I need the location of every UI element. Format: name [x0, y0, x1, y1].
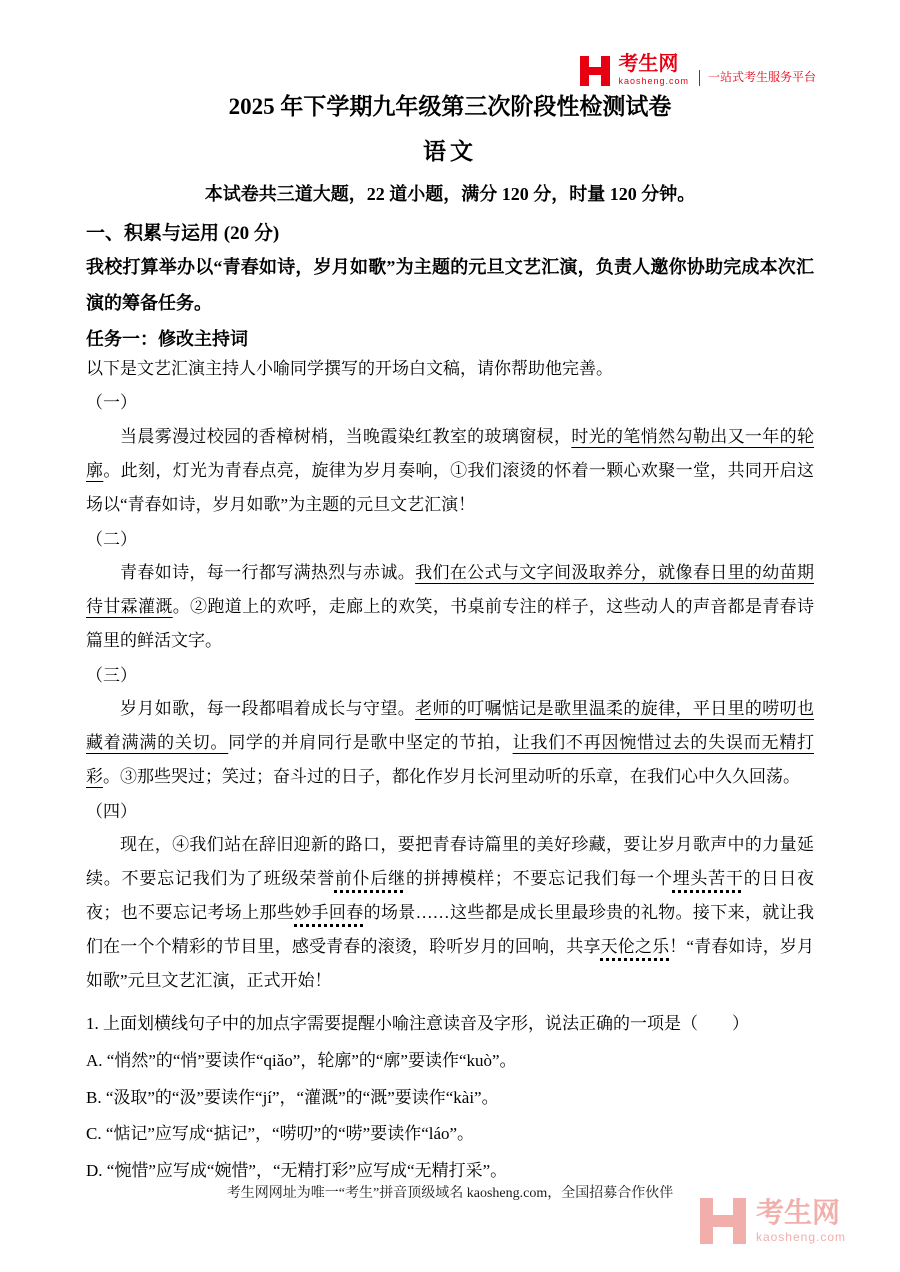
part-paragraph	[86, 556, 814, 658]
passage-part-4	[86, 796, 814, 998]
passage-part-1	[86, 387, 814, 521]
watermark-text	[756, 1199, 846, 1243]
kaosheng-logo-icon	[580, 56, 610, 86]
watermark-brand-name: 考生网	[755, 1197, 840, 1228]
text-segment: 让我们不再因惋惜过去的失误而无精打彩	[86, 733, 815, 787]
section-intro: 我校打算举办以“青春如诗，岁月如歌”为主题的元旦文艺汇演，负责人邀你协助完成本次汇演的筹备任务。	[86, 257, 814, 313]
watermark-brand-domain: kaosheng.com	[755, 1230, 846, 1244]
brand-domain: kaosheng.com	[618, 76, 689, 86]
part-label: （一）	[86, 393, 137, 413]
text-segment: ！“青春如诗，岁月如歌”元旦文艺汇演，正式开始！	[86, 937, 815, 991]
passage	[86, 387, 814, 998]
passage-part-2	[86, 524, 814, 658]
question-1-option-b: B. “汲取”的“汲”要读作“jí”，“灌溉”的“溉”要读作“kài”。	[86, 1087, 499, 1107]
part-paragraph	[86, 828, 814, 998]
part-paragraph	[86, 420, 814, 522]
footer-note: 考生网网址为唯一“考生”拼音顶级域名 kaosheng.com，全国招募合作伙伴	[226, 1186, 674, 1201]
page-title: 2025 年下学期九年级第三次阶段性检测试卷	[228, 94, 672, 119]
question-1-option-a: A. “悄然”的“悄”要读作“qiǎo”，轮廓”的“廓”要读作“kuò”。	[86, 1051, 517, 1071]
text-segment: 当晨雾漫过校园的香樟树梢，当晚霞染红教室的玻璃窗棂，	[120, 426, 572, 446]
text-segment: 的拼搏模样；不要忘记我们每一个	[405, 869, 673, 889]
part-paragraph	[86, 692, 814, 794]
passage-part-3	[86, 660, 814, 794]
text-segment: 埋头苦干	[672, 869, 744, 889]
text-segment: 的日日夜夜；也不要忘记考场上那些	[86, 869, 815, 923]
brand-tagline: 一站式考生服务平台	[699, 70, 816, 86]
question-1-option-c: C. “惦记”应写成“掂记”，“唠叨”的“唠”要读作“láo”。	[86, 1124, 475, 1144]
part-label: （三）	[86, 665, 137, 685]
text-segment: 。③那些哭过；笑过；奋斗过的日子，都化作岁月长河里动听的乐章，在我们心中久久回荡。	[103, 767, 800, 787]
text-segment: 岁月如歌，每一段都唱着成长与守望。	[120, 699, 416, 719]
text-segment: 青春如诗，每一行都写满热烈与赤诚。	[120, 562, 416, 582]
text-segment: 时光的笔悄然勾勒出又一年的轮廓	[86, 426, 815, 480]
text-segment: 。②跑道上的欢呼，走廊上的欢笑，书桌前专注的样子，这些动人的声音都是青春诗篇里的鲜活文字。	[86, 596, 815, 650]
kaosheng-watermark-icon	[700, 1198, 746, 1244]
brand-name: 考生网	[618, 53, 679, 75]
task-one-title: 任务一：修改主持词	[86, 329, 248, 349]
text-segment: 老师的叮嘱惦记是歌里温柔的旋律，平日里的唠叨也藏着满满的关切。	[86, 699, 815, 753]
text-segment: 同学的并肩同行是歌中坚定的节拍，	[228, 733, 513, 753]
text-segment: 。此刻，灯光为青春点亮，旋律为岁月奏响，①我们滚烫的怀着一颗心欢聚一堂，共同开启这场以“青春如诗，岁月如歌”为主题的元旦文艺汇演！	[86, 460, 815, 514]
part-label: （二）	[86, 529, 137, 549]
question-1-stem: 1. 上面划横线句子中的加点字需要提醒小喻注意读音及字形，说法正确的一项是（ ）	[86, 1014, 749, 1034]
question-1-option-d: D. “惋惜”应写成“婉惜”，“无精打彩”应写成“无精打采”。	[86, 1160, 508, 1180]
part-label: （四）	[86, 802, 137, 822]
task-one-description: 以下是文艺汇演主持人小喻同学撰写的开场白文稿，请你帮助他完善。	[86, 359, 613, 378]
text-segment: 天伦之乐	[600, 937, 670, 957]
header-logo	[580, 54, 816, 86]
section-one-heading: 一、积累与运用 (20 分)	[86, 223, 280, 244]
text-segment: 现在，④我们站在辞旧迎新的路口，要把青春诗篇里的美好珍藏，要让岁月歌声中的力量延续。不要忘记我们为了班级荣誉	[86, 835, 814, 889]
exam-info-line: 本试卷共三道大题，22 道小题，满分 120 分，时量 120 分钟。	[204, 184, 696, 204]
subject-title: 语文	[423, 139, 477, 164]
brand-text	[618, 54, 689, 86]
text-segment: 前仆后继	[334, 869, 406, 889]
text-segment: 的场景……这些都是成长里最珍贵的礼物。接下来，就让我们在一个个精彩的节目里，感受青春的滚烫，聆听岁月的回响，共享	[86, 903, 815, 957]
text-segment: 我们在公式与文字间汲取养分，就像春日里的幼苗期待甘霖灌溉	[86, 562, 815, 616]
watermark-logo	[700, 1198, 846, 1244]
text-segment: 妙手回春	[294, 903, 364, 923]
